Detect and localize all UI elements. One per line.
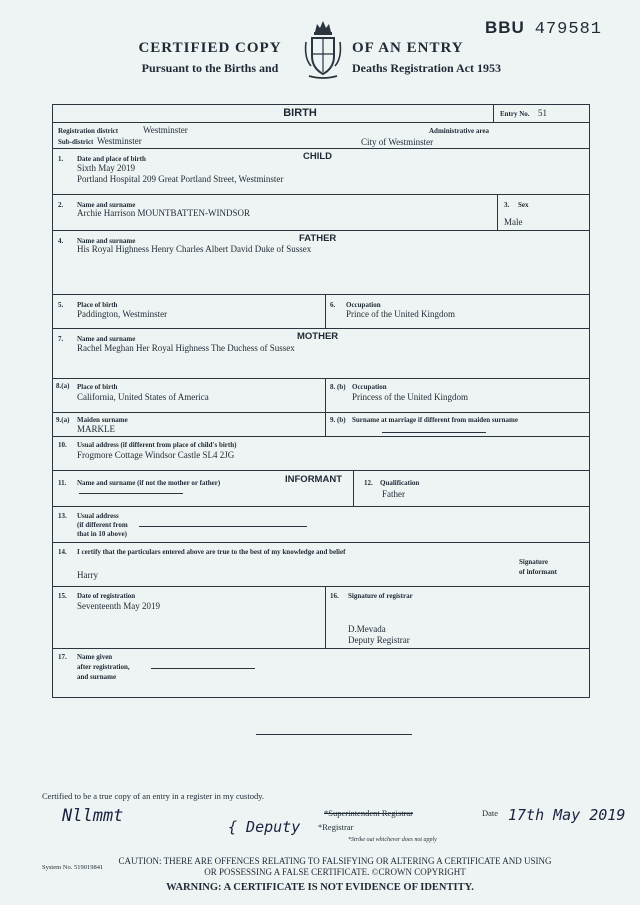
field-12-number: 12.: [364, 479, 373, 487]
signature-of-informant-label-1: Signature: [519, 558, 549, 566]
sub-district-value: Westminster: [97, 136, 142, 146]
field-4-label: Name and surname: [77, 237, 136, 245]
field-9a-label: Maiden surname: [77, 416, 128, 424]
field-11-number: 11.: [58, 479, 67, 487]
field-13-label-2: (if different from: [77, 521, 128, 529]
signature-of-informant-label-2: of informant: [519, 568, 557, 576]
registrar-title: Deputy Registrar: [348, 635, 410, 645]
field-12-value: Father: [382, 489, 405, 499]
field-3-label: Sex: [518, 201, 529, 209]
field-1-row: [53, 149, 589, 195]
field-16-label: Signature of registrar: [348, 592, 413, 600]
field-2-label: Name and surname: [77, 201, 136, 209]
field-5-row: [53, 295, 589, 329]
field-8b-label: Occupation: [352, 383, 387, 391]
field-7-value: Rachel Meghan Her Royal Highness The Duchess of Sussex: [77, 343, 295, 353]
field-17-row: [53, 649, 589, 697]
field-15-number: 15.: [58, 592, 67, 600]
form-title-row: [53, 105, 589, 123]
child-heading: CHILD: [303, 151, 333, 162]
field-3-number: 3.: [504, 201, 510, 209]
field-7-number: 7.: [58, 335, 64, 343]
field-15-label: Date of registration: [77, 592, 136, 600]
field-9b-blank-line: [382, 432, 486, 433]
struck-superintendent-registrar: *Superintendent Registrar: [324, 808, 413, 818]
caution-line-2: OR POSSESSING A FALSE CERTIFICATE. ©CROWN COPYRIGHT: [204, 867, 466, 877]
field-9b-cell: [325, 413, 589, 436]
field-13-row: [53, 507, 589, 543]
field-6-cell: [325, 295, 589, 328]
field-8-row: [53, 379, 589, 413]
serial-prefix: BBU: [484, 18, 525, 37]
field-6-number: 6.: [330, 301, 336, 309]
field-14-label: I certify that the particulars entered above are true to the best of my knowledge and belief: [77, 548, 346, 556]
header-left-title: CERTIFIED COPY: [138, 40, 282, 56]
field-15-value: Seventeenth May 2019: [77, 601, 160, 611]
field-7-label: Name and surname: [77, 335, 136, 343]
field-3-value: Male: [504, 217, 523, 227]
field-14-value: Harry: [77, 570, 98, 580]
field-13-label-1: Usual address: [77, 512, 119, 520]
field-2-value: Archie Harrison MOUNTBATTEN-WINDSOR: [77, 208, 250, 218]
field-8a-number: 8.(a): [56, 382, 70, 390]
handwritten-signature: Nllmmt: [62, 806, 124, 826]
field-11-label: Name and surname (if not the mother or father): [77, 479, 221, 487]
field-5-label: Place of birth: [77, 301, 118, 309]
field-9-row: [53, 413, 589, 437]
serial-number: 479581: [534, 20, 602, 39]
field-3-cell: [497, 195, 589, 230]
field-13-number: 13.: [58, 512, 67, 520]
strike-out-note: *Strike out whichever does not apply: [348, 837, 437, 843]
field-16-cell: [325, 587, 589, 648]
field-4-value: His Royal Highness Henry Charles Albert David Duke of Sussex: [77, 244, 312, 254]
header-left-subtitle: Pursuant to the Births and: [141, 61, 279, 75]
field-13-blank-line: [139, 526, 307, 527]
signature-line: [256, 734, 412, 735]
header-right-subtitle: Deaths Registration Act 1953: [352, 61, 501, 75]
date-label: Date: [482, 808, 499, 818]
entry-number-cell: [493, 105, 589, 122]
field-12-cell: [353, 471, 589, 506]
field-17-label-2: after registration,: [77, 663, 130, 671]
field-10-value: Frogmore Cottage Windsor Castle SL4 2JG: [77, 450, 235, 460]
field-2-row: [53, 195, 589, 231]
registration-district-label: Registration district: [58, 127, 119, 135]
field-7-row: [53, 329, 589, 379]
administrative-area-value: City of Westminster: [361, 137, 434, 147]
field-1-place: Portland Hospital 209 Great Portland Street, Westminster: [77, 174, 284, 184]
field-17-blank-line: [151, 668, 255, 669]
mother-heading: MOTHER: [297, 331, 339, 342]
field-1-date: Sixth May 2019: [77, 163, 136, 173]
birth-entry-form: [52, 104, 590, 698]
system-number: System No. 519019841: [42, 864, 104, 871]
header-right: [352, 40, 532, 76]
field-5-value: Paddington, Westminster: [77, 309, 168, 319]
field-9a-value: MARKLE: [77, 424, 115, 434]
field-4-number: 4.: [58, 237, 64, 245]
entry-number-value: 51: [538, 108, 547, 118]
header-right-title: OF AN ENTRY: [352, 40, 464, 56]
field-8a-value: California, United States of America: [77, 392, 209, 402]
field-9b-number: 9. (b): [330, 416, 346, 424]
field-4-row: [53, 231, 589, 295]
registrar-designation: *Registrar: [318, 822, 354, 832]
field-16-number: 16.: [330, 592, 339, 600]
handwritten-date: 17th May 2019: [508, 806, 626, 824]
father-heading: FATHER: [299, 233, 337, 244]
field-8b-value: Princess of the United Kingdom: [352, 392, 468, 402]
form-title: BIRTH: [283, 107, 317, 119]
field-13-label-3: that in 10 above): [77, 530, 127, 538]
registrar-name: D.Mevada: [348, 624, 386, 634]
certified-statement: Certified to be a true copy of an entry in a register in my custody.: [42, 791, 265, 801]
field-8b-number: 8. (b): [330, 383, 346, 391]
field-8b-cell: [325, 379, 589, 412]
field-1-number: 1.: [58, 155, 64, 163]
field-9a-number: 9.(a): [56, 416, 70, 424]
field-15-row: [53, 587, 589, 649]
field-10-label: Usual address (if different from place of child's birth): [77, 441, 237, 449]
registration-district-value: Westminster: [143, 125, 188, 135]
field-11-blank-line: [79, 493, 183, 494]
certificate-serial: [485, 18, 602, 39]
field-8a-label: Place of birth: [77, 383, 118, 391]
administrative-area-label: Administrative area: [429, 127, 489, 135]
field-10-row: [53, 437, 589, 471]
field-9b-label: Surname at marriage if different from maiden surname: [352, 416, 518, 424]
field-2-number: 2.: [58, 201, 64, 209]
field-10-number: 10.: [58, 441, 67, 449]
handwritten-deputy: { Deputy: [228, 818, 301, 836]
registration-district-row: [53, 123, 589, 149]
caution-line-1: CAUTION: THERE ARE OFFENCES RELATING TO FALSIFYING OR ALTERING A CERTIFICATE AND USING: [118, 856, 552, 866]
field-14-row: [53, 543, 589, 587]
field-17-number: 17.: [58, 653, 67, 661]
header-left: [120, 40, 300, 76]
entry-number-label: Entry No.: [500, 110, 530, 118]
field-14-number: 14.: [58, 548, 67, 556]
field-6-label: Occupation: [346, 301, 381, 309]
sub-district-label: Sub-district: [58, 138, 94, 146]
field-12-label: Qualification: [380, 479, 420, 487]
identity-warning: WARNING: A CERTIFICATE IS NOT EVIDENCE OF IDENTITY.: [166, 882, 474, 893]
field-17-label-3: and surname: [77, 673, 117, 681]
field-1-label: Date and place of birth: [77, 155, 146, 163]
royal-crest-icon: [303, 18, 343, 80]
field-17-label-1: Name given: [77, 653, 113, 661]
informant-heading: INFORMANT: [285, 474, 342, 485]
field-11-row: [53, 471, 589, 507]
field-5-number: 5.: [58, 301, 64, 309]
field-6-value: Prince of the United Kingdom: [346, 309, 455, 319]
